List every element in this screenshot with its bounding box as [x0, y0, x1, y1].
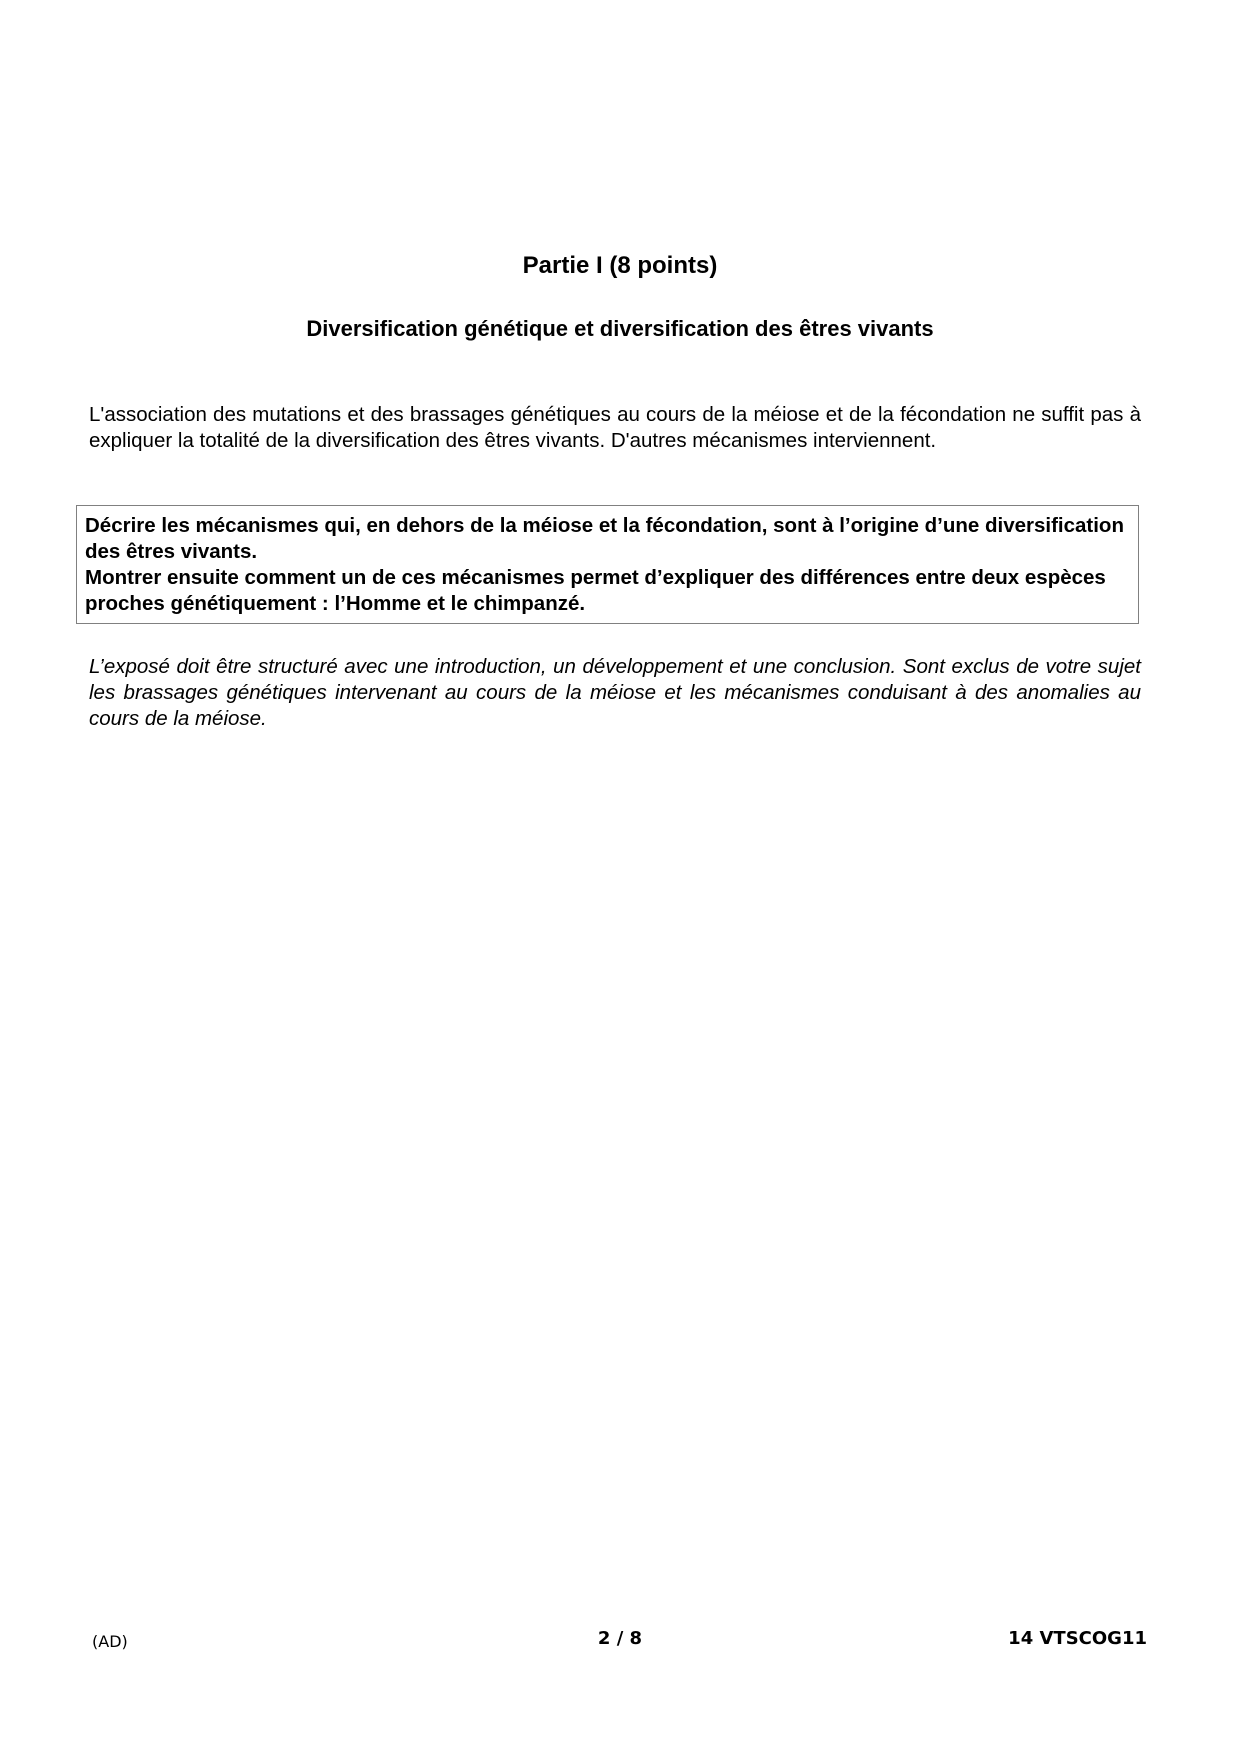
task-line-show: Montrer ensuite comment un de ces mécanismes permet d’expliquer des différences entre deux espèces proches génétiquement : l’Homme et le chimpanzé. [85, 566, 1106, 615]
task-box [76, 505, 1139, 624]
footer-label: (AD) [92, 1632, 128, 1651]
task-line-describe: Décrire les mécanismes qui, en dehors de la méiose et la fécondation, sont à l’origine d’une diversification des êtres vivants. [85, 514, 1124, 563]
instructions-paragraph: L’exposé doit être structuré avec une introduction, un développement et une conclusion. Sont exclus de votre sujet les brassages génétiques intervenant au cours de la méiose et les mécanismes conduisant à des anomalies au cours de la méiose. [89, 655, 1141, 730]
part-title: Partie I (8 points) [522, 252, 718, 279]
intro-paragraph: L'association des mutations et des brassages génétiques au cours de la méiose et de la fécondation ne suffit pas à expliquer la totalité de la diversification des êtres vivants. D'autres mécanismes interviennent. [89, 403, 1141, 452]
document-code: 14 VTSCOG11 [1008, 1628, 1147, 1649]
page-number: 2 / 8 [597, 1628, 643, 1649]
subject-title: Diversification génétique et diversification des êtres vivants [306, 316, 934, 341]
